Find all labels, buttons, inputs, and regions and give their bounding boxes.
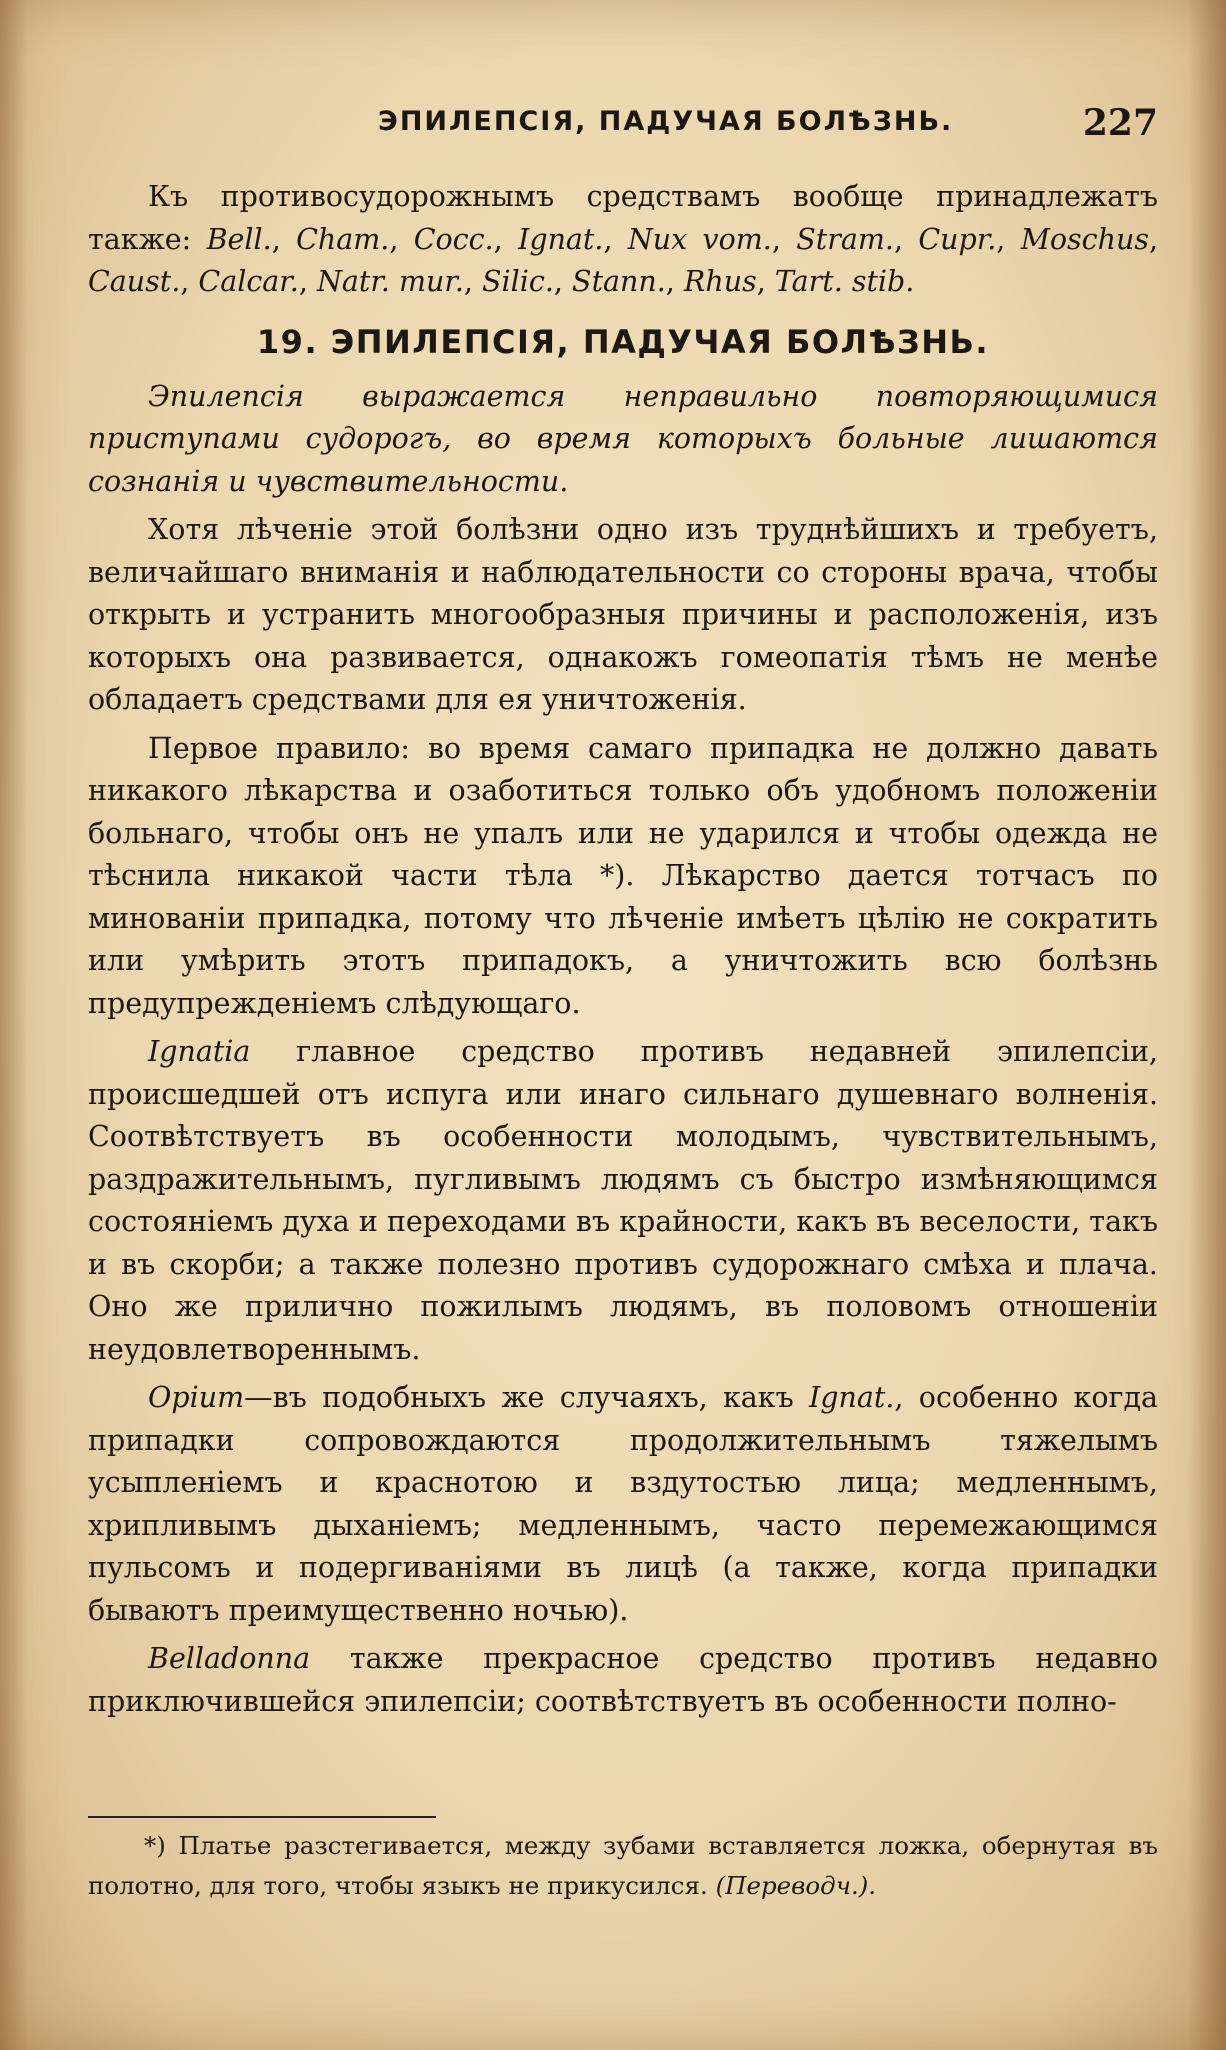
remedy: Cupr. [918, 222, 997, 256]
footnote-marker: *) [600, 859, 626, 892]
first-rule-continuation: . Лѣкарство дается тотчасъ по минованіи припадка, потому что лѣченіе имѣетъ цѣлію не сократить или умѣрить этотъ припадокъ, а уничтожить всю болѣзнь предупрежденіемъ слѣдующаго. [88, 859, 1158, 1020]
paragraph-belladonna [88, 1638, 1158, 1723]
running-header [88, 102, 1158, 148]
intro-paragraph: Къ противосудорожнымъ средствамъ вообще принадлежатъ также: Bell., Cham., Cocc., Ignat., Nux vom., Stram., Cupr., Moschus, Caust., Calcar., Natr. mur., Silic., Stann., Rhus, Tart. stib. [88, 180, 1159, 298]
page-body [88, 176, 1158, 1723]
remedy: Bell. [206, 222, 272, 256]
remedy: Nux vom. [627, 222, 772, 256]
ignatia-text: главное средство противъ недавней эпилепсіи, происшедшей отъ испуга или инаго сильнаго душевнаго волненія. Соотвѣтствуетъ въ особенности молодымъ, чувствительнымъ, раздражительнымъ, пугливымъ людямъ съ быстро измѣняющимся состояніемъ духа и переходами въ крайности, какъ въ веселости, такъ и въ скорби; а также полезно противъ судорожнаго смѣха и плача. Оно же прилично пожилымъ людямъ, въ половомъ отношеніи неудовлетвореннымъ. [88, 1035, 1158, 1366]
remedy: Calcar. [198, 265, 299, 298]
footnote-text: *) Платье разстегивается, между зубами вставляется ложка, обернутая въ полотно, для того, чтобы языкъ не прикусился. [88, 1831, 1158, 1900]
remedy-name: Belladonna [148, 1642, 311, 1675]
remedy-name: Ignat. [809, 1381, 895, 1414]
page-edge-shadow-right [1188, 0, 1226, 2050]
remedy: Cocc. [413, 222, 494, 256]
intro-lead: Къ противосудорожнымъ средствамъ вообще принадлежатъ также: [88, 180, 1158, 256]
page-edge-shadow-left [0, 0, 28, 2050]
remedy: Stann. [572, 265, 666, 298]
remedy: Cham. [296, 222, 390, 256]
paragraph-ignatia [88, 1031, 1158, 1371]
footnote [88, 1826, 1158, 1906]
footnote-paragraph [88, 1826, 1158, 1906]
remedy-name: Opium [148, 1381, 245, 1414]
section-heading: 19. ЭПИЛЕПСІЯ, ПАДУЧАЯ БОЛѢЗНЬ. [256, 322, 990, 361]
remedy: Ignat. [518, 222, 604, 256]
remedy-name: Ignatia [148, 1035, 251, 1068]
remedy: Stram. [796, 222, 894, 256]
footnote-divider [88, 1816, 436, 1818]
remedy: Caust. [88, 265, 181, 298]
definition-paragraph: Эпилепсія выражается неправильно повторяющимися приступами судорогъ, во время которыхъ больные лишаются сознанія и чувствительности. [88, 379, 1158, 498]
opium-text-start: —въ подобныхъ же случаяхъ, какъ [244, 1381, 810, 1414]
remedy: Rhus [683, 265, 757, 298]
remedy: Silic. [482, 265, 554, 298]
paragraph-treatment: Хотя лѣченіе этой болѣзни одно изъ труднѣйшихъ и требуетъ, величайшаго вниманія и наблюдательности со стороны врача, чтобы открыть и устранить многообразныя причины и расположенія, изъ которыхъ она развивается, однакожъ гомеопатія тѣмъ не менѣе обладаетъ средствами для ея уничтоженія. [88, 513, 1158, 716]
remedy: Tart. stib. [774, 265, 915, 298]
remedy: Natr. mur. [316, 265, 464, 298]
opium-text: , особенно когда припадки сопровождаются продолжительнымъ тяжелымъ усыпленіемъ и краснотою и вздутостью лица; медленнымъ, хрипливымъ дыханіемъ; медленнымъ, часто перемежающимся пульсомъ и подергиваніями въ лицѣ (а также, когда припадки бываютъ преимущественно ночью). [88, 1381, 1158, 1627]
running-title: ЭПИЛЕПСІЯ, ПАДУЧАЯ БОЛѢЗНЬ. [378, 106, 954, 137]
belladonna-text: также прекрасное средство противъ недавно приключившейся эпилепсіи; соотвѣтствуетъ въ особенности полно- [88, 1642, 1158, 1718]
remedy: Moschus [1020, 222, 1149, 256]
page-number: 227 [1082, 102, 1158, 144]
footnote-attribution: (Переводч.). [715, 1871, 877, 1900]
first-rule-text: Первое правило: во время самаго припадка не должно давать никакого лѣкарства и озаботиться только объ удобномъ положеніи больнаго, чтобы онъ не упалъ или не ударился и чтобы одежда не тѣснила никакой части тѣла [88, 731, 1158, 892]
paragraph-opium [88, 1377, 1158, 1632]
paragraph-first-rule [88, 728, 1158, 1026]
